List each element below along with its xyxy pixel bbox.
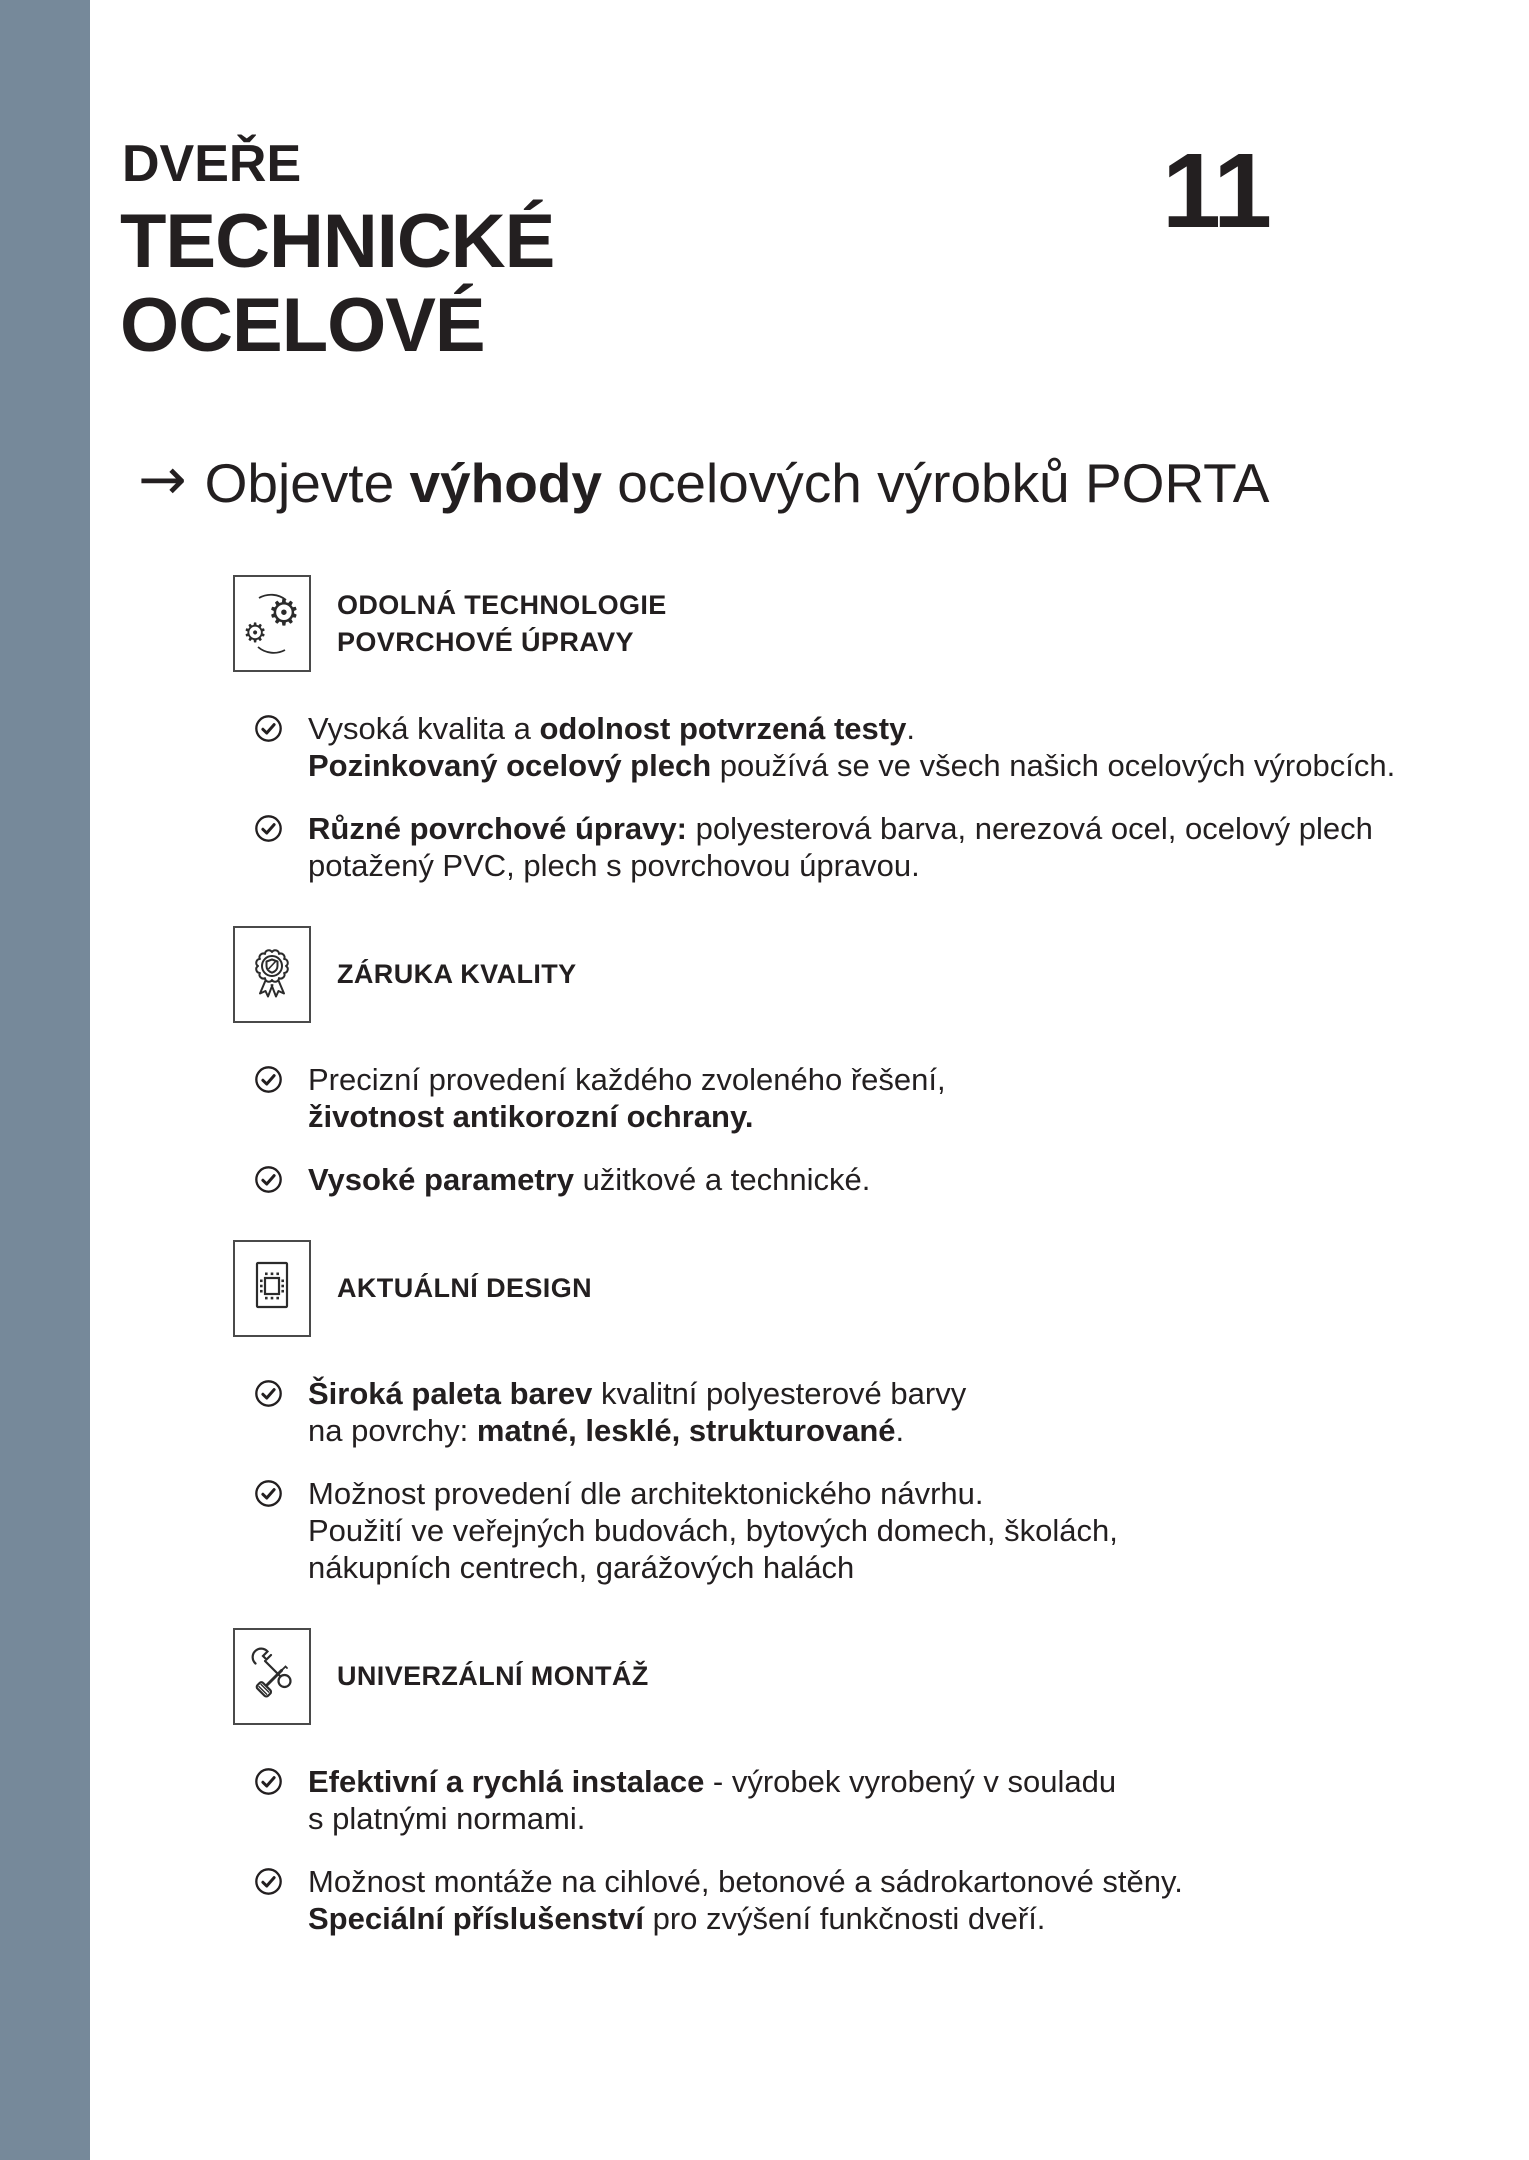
bullet-line: Vysoké parametry užitkové a technické. [308, 1162, 871, 1197]
bullet-line: Speciální příslušenství pro zvýšení funkčnosti dveří. [308, 1901, 1046, 1936]
page-title [120, 200, 554, 368]
check-circle-icon [254, 1165, 283, 1194]
gear-icon: ⚙ [243, 618, 268, 649]
section-heading [337, 956, 577, 993]
feature-section-povrchova-uprava [0, 575, 1529, 884]
check-circle-icon [254, 1065, 283, 1094]
tools-icon [233, 1628, 311, 1725]
page-title-line1: TECHNICKÉ [120, 199, 555, 284]
bullet-text [308, 1475, 1118, 1586]
rotation-arcs [235, 577, 309, 670]
bullet-item [254, 1375, 1449, 1449]
section-heading-line: POVRCHOVÉ ÚPRAVY [337, 626, 634, 657]
check-circle-icon [254, 1379, 283, 1408]
section-heading-line: AKTUÁLNÍ DESIGN [337, 1273, 592, 1303]
intro-text: Objevte výhody ocelových výrobků PORTA [204, 451, 1270, 514]
sections [0, 575, 1529, 1979]
bullet-line: životnost antikorozní ochrany. [308, 1099, 754, 1134]
bullet-text [308, 1061, 946, 1135]
bullet-line: potažený PVC, plech s povrchovou úpravou. [308, 848, 920, 883]
section-heading [337, 587, 667, 661]
bullet-line: Možnost provedení dle architektonického návrhu. [308, 1476, 984, 1511]
check-circle-icon [254, 714, 283, 743]
bullet-text [308, 1863, 1183, 1937]
bullet-text [308, 1161, 870, 1198]
bullet-line: na povrchy: matné, lesklé, strukturované. [308, 1413, 905, 1448]
bullet-line: Precizní provedení každého zvoleného řešení, [308, 1062, 946, 1097]
gear-icon: ⚙ [267, 593, 300, 634]
bullet-text [308, 1763, 1116, 1837]
right-arrow-icon: → [138, 445, 187, 513]
check-circle-icon [254, 1767, 283, 1796]
intro-line [138, 445, 1270, 518]
check-circle-icon [254, 1867, 283, 1896]
section-icon-row [233, 575, 1529, 672]
bullet-line: Efektivní a rychlá instalace - výrobek vyrobený v souladu [308, 1764, 1117, 1799]
feature-section-aktualni-design [0, 1240, 1529, 1586]
door-panel [235, 1242, 309, 1335]
bullet-item [254, 1863, 1449, 1937]
section-heading [337, 1270, 592, 1307]
section-heading-line: ODOLNÁ TECHNOLOGIE [337, 589, 667, 620]
gears-icon [233, 575, 311, 672]
page-number: 11 [1162, 132, 1271, 250]
feature-section-univerzalni-montaz [0, 1628, 1529, 1937]
check-circle-icon [254, 814, 283, 843]
check-circle-icon [254, 1479, 283, 1508]
bullet-text [308, 710, 1395, 784]
section-heading [337, 1658, 649, 1695]
bullet-line: nákupních centrech, garážových halách [308, 1550, 855, 1585]
bullet-text [308, 1375, 966, 1449]
section-icon-row [233, 1628, 1529, 1725]
award-badge [235, 928, 309, 1021]
bullet-item [254, 810, 1449, 884]
bullet-item [254, 1061, 1449, 1135]
bullet-item [254, 710, 1449, 784]
section-heading-line: UNIVERZÁLNÍ MONTÁŽ [337, 1661, 649, 1691]
award-icon [233, 926, 311, 1023]
section-icon-row [233, 1240, 1529, 1337]
feature-section-zaruka-kvality [0, 926, 1529, 1198]
wrench-screwdriver [235, 1630, 309, 1723]
bullet-item [254, 1763, 1449, 1837]
bullet-line: Vysoká kvalita a odolnost potvrzená testy. [308, 711, 915, 746]
section-icon-row [233, 926, 1529, 1023]
bullet-line: Pozinkovaný ocelový plech používá se ve všech našich ocelových výrobcích. [308, 748, 1396, 783]
page-kicker: DVEŘE [122, 135, 302, 193]
bullet-line: Použití ve veřejných budovách, bytových domech, školách, [308, 1513, 1118, 1548]
page-title-line2: OCELOVÉ [120, 283, 485, 368]
bullet-item [254, 1475, 1449, 1586]
bullet-line: Různé povrchové úpravy: polyesterová barva, nerezová ocel, ocelový plech [308, 811, 1373, 846]
bullet-line: s platnými normami. [308, 1801, 586, 1836]
section-heading-line: ZÁRUKA KVALITY [337, 959, 577, 989]
bullet-item [254, 1161, 1449, 1198]
bullet-text [308, 810, 1373, 884]
bullet-line: Široká paleta barev kvalitní polyesterové barvy [308, 1376, 967, 1411]
bullet-line: Možnost montáže na cihlové, betonové a sádrokartonové stěny. [308, 1864, 1183, 1899]
design-icon [233, 1240, 311, 1337]
